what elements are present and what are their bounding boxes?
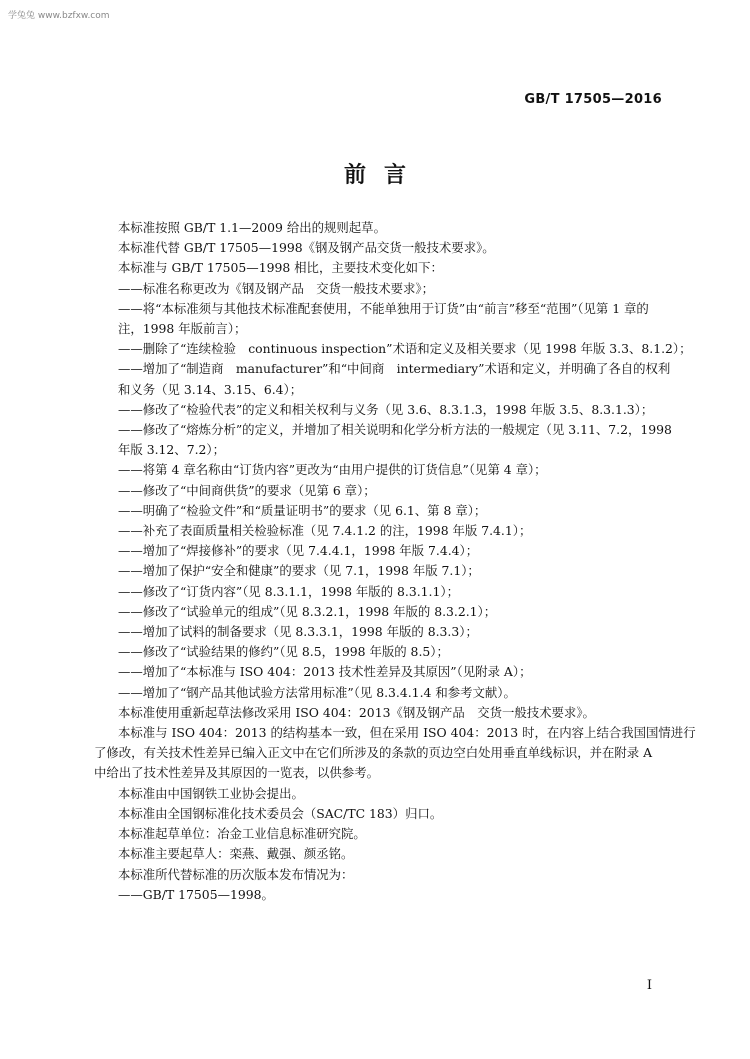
change-item [94,339,692,359]
change-item [94,400,668,420]
foreword-body [94,218,696,905]
intro-line: 本标准代替 GB/T 17505—1998《钢及钢产品交货一般技术要求》。 [118,240,495,256]
change-item [94,279,668,299]
change-line: ——修改了“检验代表”的定义和相关权利与义务（见 3.6、8.3.1.3，1998 年版 3.5、8.3.1.3）； [118,401,654,417]
closing-line: 本标准由中国钢铁工业协会提出。 [118,785,304,801]
change-line: ——标准名称更改为《钢及钢产品 交货一般技术要求》； [118,280,434,296]
change-item [94,642,668,662]
change-line: ——增加了“焊接修补”的要求（见 7.4.4.1，1998 年版 7.4.4）； [118,543,479,559]
closing-line: 本标准起草单位：冶金工业信息标准研究院。 [118,826,366,842]
change-item [94,359,671,399]
change-item [94,561,668,581]
change-item [94,683,668,703]
change-line: ——补充了表面质量相关检验标准（见 7.4.1.2 的注，1998 年版 7.4.1）； [118,523,532,539]
change-item [94,662,668,682]
structure-paragraph [94,723,696,784]
page-number: I [646,978,652,993]
change-item [94,501,668,521]
change-item [94,299,668,339]
change-item [94,541,668,561]
intro-line: 本标准按照 GB/T 1.1—2009 给出的规则起草。 [118,220,386,235]
adoption-statement: 本标准使用重新起草法修改采用 ISO 404：2013《钢及钢产品 交货一般技术要求》。 [118,704,595,720]
watermark-text: 学兔兔 www.bzfxw.com [8,11,110,21]
change-line: ——明确了“检验文件”和“质量证明书”的要求（见 6.1、第 8 章）； [118,502,487,518]
paragraph-line: 本标准与 ISO 404：2013 的结构基本一致，但在采用 ISO 404：2013 时，在内容上结合我国国情进行 [118,725,696,741]
paragraph-line: 中给出了技术性差异及其原因的一览表，以供参考。 [94,765,379,781]
intro-line: 本标准与 GB/T 17505—1998 相比，主要技术变化如下： [118,260,443,276]
change-line: ——修改了“试验结果的修约”（见 8.5，1998 年版的 8.5）； [118,644,449,660]
change-item [94,521,668,541]
closing-line: 本标准由全国钢标准化技术委员会（SAC/TC 183）归口。 [118,805,443,821]
change-line: ——修改了“订货内容”（见 8.3.1.1，1998 年版的 8.3.1.1）； [118,583,459,599]
change-item [94,582,668,602]
change-line: ——增加了保护“安全和健康”的要求（见 7.1，1998 年版 7.1）； [118,563,480,579]
change-line: ——删除了“连续检验 continuous inspection”术语和定义及相关要求（见 1998 年版 3.3、8.1.2）； [118,341,692,357]
change-line-continued: 注，1998 年版前言）； [118,321,247,337]
change-line: ——增加了“制造商 manufacturer”和“中间商 intermediary”术语和定义，并明确了各自的权利 [118,361,671,377]
change-line: ——修改了“熔炼分析”的定义，并增加了相关说明和化学分析方法的一般规定（见 3.11、7.2，1998 [118,422,672,438]
change-item [94,602,668,622]
paragraph-line: 了修改，有关技术性差异已编入正文中在它们所涉及的条款的页边空白处用垂直单线标识，并在附录 A [94,745,653,761]
change-line-continued: 年版 3.12、7.2）； [118,442,225,458]
history-item: ——GB/T 17505—1998。 [118,886,274,902]
change-line: ——将第 4 章名称由“订货内容”更改为“由用户提供的订货信息”（见第 4 章）； [118,462,547,478]
change-line-continued: 和义务（见 3.14、3.15、6.4）； [118,381,303,397]
change-item [94,622,668,642]
change-item [94,481,668,501]
change-line: ——增加了试料的制备要求（见 8.3.3.1，1998 年版的 8.3.3）； [118,624,478,640]
standard-number: GB/T 17505—2016 [524,92,662,107]
closing-line: 本标准所代替标准的历次版本发布情况为： [118,866,354,882]
change-line: ——修改了“试验单元的组成”（见 8.3.2.1，1998 年版的 8.3.2.1）； [118,603,497,619]
change-item [94,460,668,480]
change-line: ——将“本标准须与其他技术标准配套使用，不能单独用于订货”由“前言”移至“范围”（见第 1 章的 [118,300,649,316]
closing-line: 本标准主要起草人：栾燕、戴强、颜丞铭。 [118,846,354,862]
changes-list [94,279,692,703]
change-line: ——修改了“中间商供货”的要求（见第 6 章）； [118,482,376,498]
page-title: 前言 [343,163,424,188]
change-line: ——增加了“钢产品其他试验方法常用标准”（见 8.3.4.1.4 和参考文献）。 [118,684,516,700]
change-item [94,420,672,460]
change-line: ——增加了“本标准与 ISO 404：2013 技术性差异及其原因”（见附录 A）； [118,664,532,680]
